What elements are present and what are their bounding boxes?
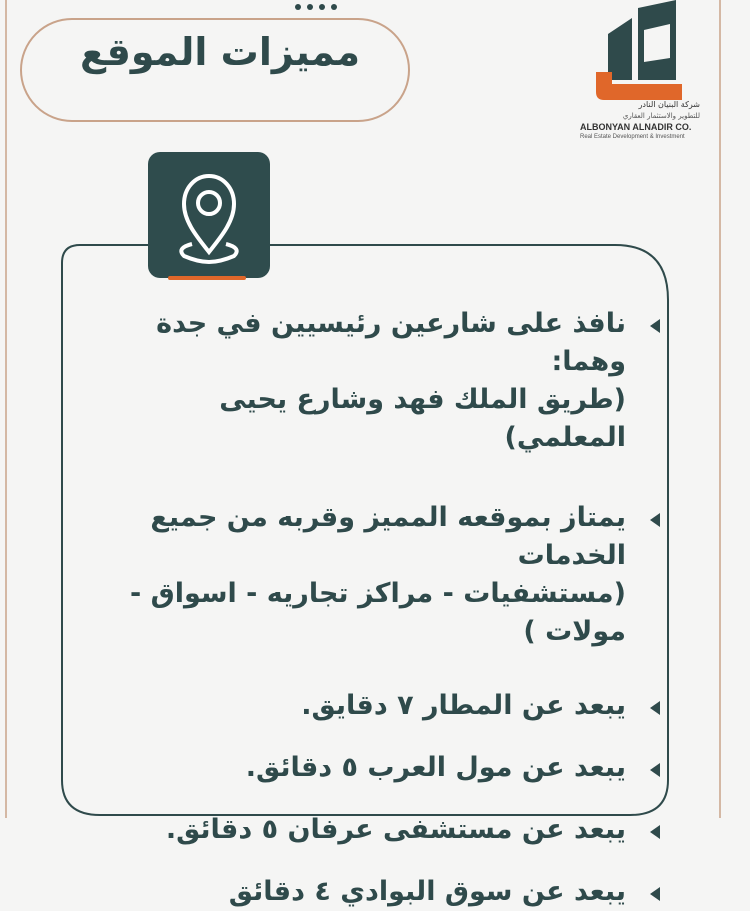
logo-arabic-name: شركة البنيان النادر	[638, 100, 700, 109]
feature-item	[100, 305, 660, 457]
feature-text: يبعد عن سوق البوادي ٤ دقائق	[228, 876, 626, 907]
feature-item	[100, 873, 660, 911]
location-pin-icon	[148, 152, 270, 278]
logo-english-tagline: Real Estate Development & Investment	[580, 134, 685, 140]
feature-text: يبعد عن المطار ٧ دقايق.	[301, 690, 626, 721]
bullet-icon	[650, 887, 660, 901]
page-title: مميزات الموقع	[79, 30, 361, 74]
feature-text: يبعد عن مول العرب ٥ دقائق.	[245, 752, 626, 783]
location-tile	[148, 152, 270, 278]
feature-text: يمتاز بموقعه المميز وقربه من جميع الخدمات	[150, 502, 626, 571]
features-list	[100, 305, 660, 911]
feature-text: (طريق الملك فهد وشارع يحيى المعلمي)	[219, 384, 626, 453]
feature-item	[100, 687, 660, 725]
feature-text: يبعد عن مستشفى عرفان ٥ دقائق.	[165, 814, 626, 845]
feature-text: نافذ على شارعين رئيسيين في جدة وهما:	[156, 308, 626, 377]
feature-item	[100, 499, 660, 651]
bullet-icon	[650, 319, 660, 333]
bullet-icon	[650, 825, 660, 839]
logo-arabic-tagline: للتطوير والاستثمار العقاري	[622, 112, 700, 120]
feature-item	[100, 811, 660, 849]
bullet-icon	[650, 513, 660, 527]
bullet-icon	[650, 701, 660, 715]
icon-accent-bar	[168, 276, 246, 280]
feature-text: (مستشفيات - مراكز تجاريه - اسواق - مولات )	[130, 578, 626, 647]
feature-item	[100, 749, 660, 787]
logo-english-name: ALBONYAN ALNADIR CO.	[580, 122, 692, 132]
bullet-icon	[650, 763, 660, 777]
